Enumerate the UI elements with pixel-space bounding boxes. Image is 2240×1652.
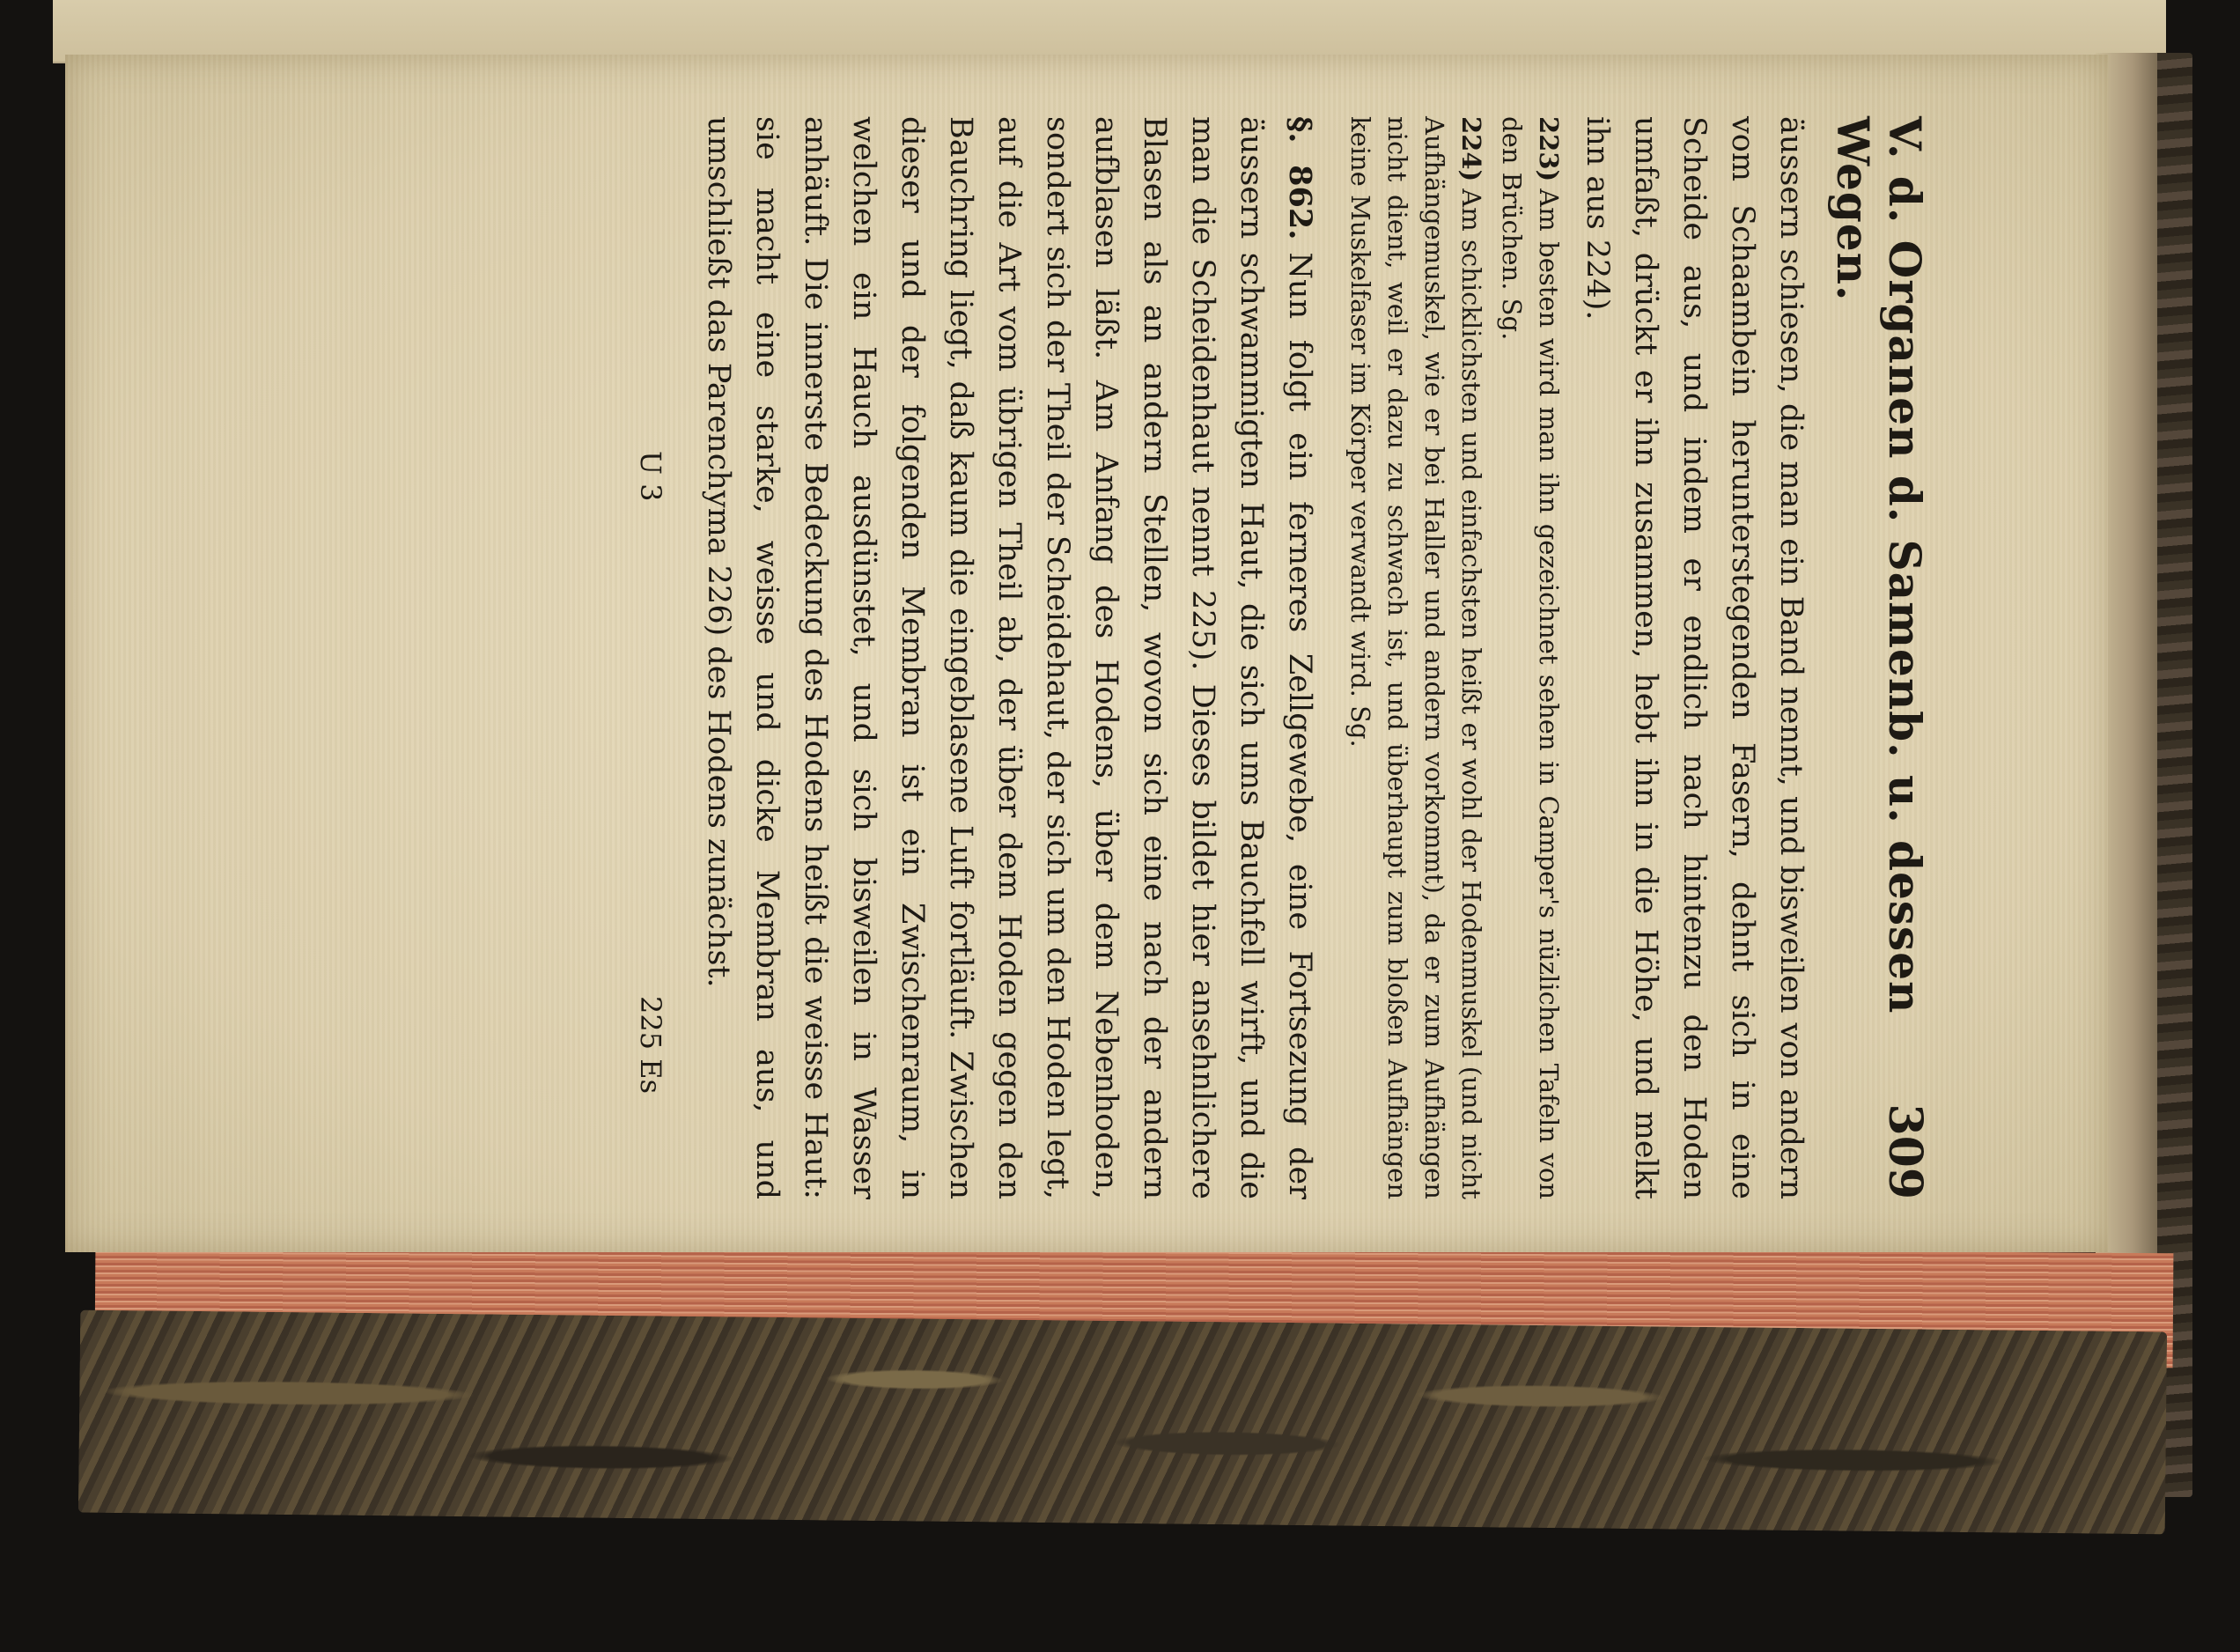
book-page bbox=[65, 55, 2108, 1252]
footnote-mark: 224) bbox=[1456, 116, 1486, 182]
section-862 bbox=[694, 116, 1324, 1199]
footnote-224 bbox=[1342, 116, 1490, 1199]
page-header bbox=[1827, 116, 1932, 1199]
page-footer bbox=[634, 116, 667, 1199]
footnote-223 bbox=[1493, 116, 1567, 1199]
footnote-mark: 223) bbox=[1534, 116, 1564, 182]
section-text: Nun folgt ein ferneres Zellgewebe, eine Fortsezung der äussern schwammigten Haut, die sich ums Bauchfell wirft, und die man die Scheidenhaut nennt 225). Dieses bildet hier ansehnlichere Blasen als an andern Stellen, wovon sich eine nach der andern aufblasen läßt. Am Anfang des Hodens, über dem Nebenhoden, sondert sich der Theil der Scheidehaut, der sich um den Hoden legt, auf die Art vom übrigen Theil ab, der über dem Hoden gegen den Bauchring liegt, daß kaum die eingeblasene Luft fortläuft. Zwischen dieser und der folgenden Membran ist ein Zwischenraum, in welchen ein Hauch ausdünstet, und sich bisweilen in Wasser anhäuft. Die innerste Bedeckung des Hodens heißt die weisse Haut: sie macht eine starke, weisse und dicke Membran aus, und umschließt das Parenchyma 226) des Hodens zunächst. bbox=[701, 116, 1317, 1199]
paragraph-1: äussern schiesen, die man ein Band nennt, und bisweilen von andern vom Schaambein herunterstegenden Fasern, dehnt sich in eine Scheide aus, und indem er endlich nach hintenzu den Hoden umfaßt, drückt er ihn zusammen, hebt ihn in die Höhe, und melkt ihn aus 224). bbox=[1580, 116, 1809, 1199]
signature-mark: U 3 bbox=[634, 451, 667, 502]
footnotes bbox=[1342, 116, 1567, 1199]
marbled-cover bbox=[78, 1310, 2167, 1535]
rotated-text-block bbox=[65, 55, 2108, 1252]
section-mark: §. 862. bbox=[1282, 116, 1318, 240]
page-number: 309 bbox=[1878, 1103, 1932, 1199]
running-head: V. d. Organen d. Samenb. u. dessen Wegen. bbox=[1827, 116, 1931, 1014]
footnote-text: Am besten wird man ihn gezeichnet sehen in Camper's nüzlichen Tafeln von den Brüchen. Sg. bbox=[1497, 116, 1564, 1199]
text-area bbox=[634, 116, 1932, 1199]
footnote-text: Am schicklichsten und einfachsten heißt er wohl der Hodenmuskel (und nicht Aufhängemuskel, wie er bei Haller und andern vorkommt), da er zum Aufhängen nicht dient, weil er dazu zu schwach ist, und überhaupt zum bloßen Aufhängen keine Muskelfaser im Körper verwandt wird. Sg. bbox=[1345, 116, 1486, 1199]
catchword: 225 Es bbox=[634, 995, 667, 1094]
